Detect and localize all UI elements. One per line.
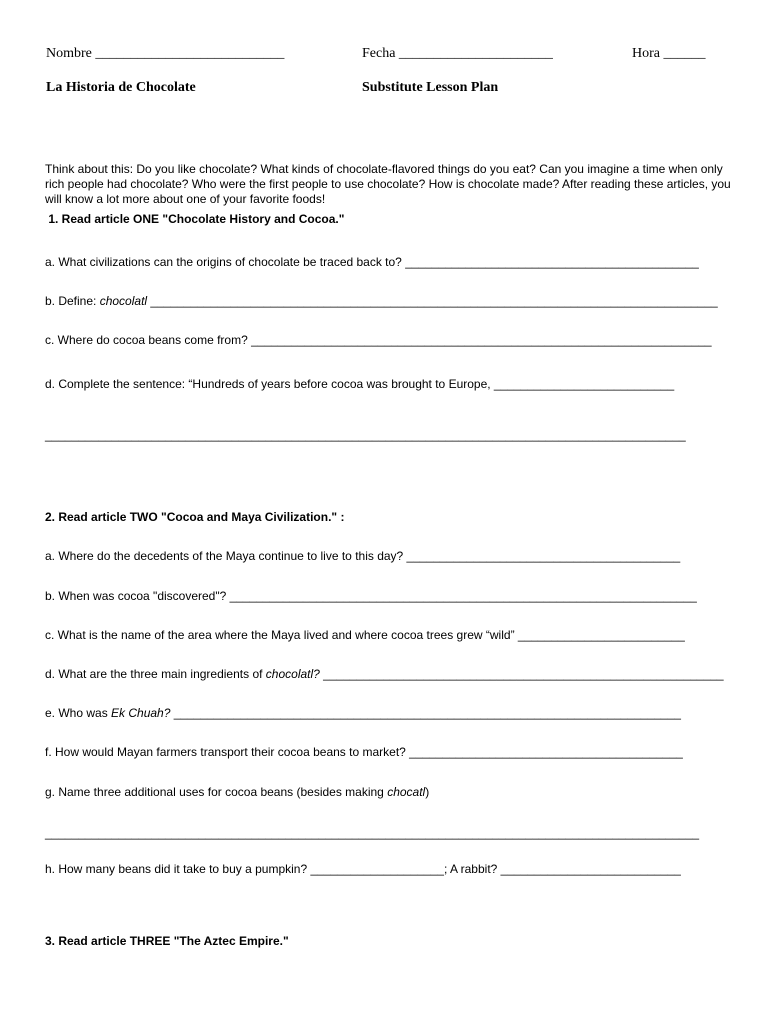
question-2h[interactable]: h. How many beans did it take to buy a pumpkin? ____________________; A rabbit? ___________________________ xyxy=(45,862,681,876)
question-2f[interactable]: f. How would Mayan farmers transport their cocoa beans to market? _________________________________________ xyxy=(45,745,683,759)
question-2g-term: chocatl xyxy=(387,785,426,799)
question-2c[interactable]: c. What is the name of the area where the Maya lived and where cocoa trees grew “wild” _________________________ xyxy=(45,628,685,642)
question-1b-term: chocolatl xyxy=(99,294,148,308)
question-1d-answer-line[interactable]: ________________________________________________________________________________________________ xyxy=(45,428,686,442)
question-2d-prefix: d. What are the three main ingredients of xyxy=(45,667,266,681)
hora-field[interactable]: Hora ______ xyxy=(632,46,706,61)
nombre-field[interactable]: Nombre ___________________________ xyxy=(46,46,285,61)
fecha-field[interactable]: Fecha ______________________ xyxy=(362,46,553,61)
intro-paragraph: Think about this: Do you like chocolate? What kinds of chocolate-flavored things do you eat? Can you imagine a time when only rich people had chocolate? Who were the first people to use chocolate? How is chocolate made? After reading these articles, you will know a lot more about one of your favorite foods! xyxy=(45,162,731,206)
question-2d-term: chocolatl? xyxy=(265,667,320,681)
section3-heading: 3. Read article THREE "The Aztec Empire." xyxy=(45,934,289,948)
section2-heading: 2. Read article TWO "Cocoa and Maya Civilization." : xyxy=(45,510,345,524)
question-2g-prefix: g. Name three additional uses for cocoa beans (besides making xyxy=(45,785,388,799)
question-2d-blank[interactable]: ____________________________________________________________ xyxy=(319,667,724,681)
question-2e-blank[interactable]: ____________________________________________________________________________ xyxy=(170,706,681,720)
document-title: La Historia de Chocolate xyxy=(46,80,196,95)
question-2d[interactable] xyxy=(45,667,724,682)
question-2a[interactable]: a. Where do the decedents of the Maya continue to live to this day? _________________________________________ xyxy=(45,549,681,563)
question-1b-blank[interactable]: _____________________________________________________________________________________ xyxy=(147,294,718,308)
question-2e-term: Ek Chuah? xyxy=(111,706,171,720)
question-1b-prefix: b. Define: xyxy=(45,294,100,308)
question-1b[interactable] xyxy=(45,294,718,309)
question-2e-prefix: e. Who was xyxy=(45,706,112,720)
question-2g-suffix: ) xyxy=(425,785,430,799)
question-2g xyxy=(45,785,429,800)
question-1d[interactable]: d. Complete the sentence: “Hundreds of years before cocoa was brought to Europe, ___________________________ xyxy=(45,377,675,391)
question-2g-answer-line[interactable]: __________________________________________________________________________________________________ xyxy=(45,826,700,840)
document-subtitle: Substitute Lesson Plan xyxy=(362,80,499,95)
question-2e[interactable] xyxy=(45,706,681,721)
question-2b[interactable]: b. When was cocoa "discovered"? ______________________________________________________________________ xyxy=(45,589,697,603)
question-1c[interactable]: c. Where do cocoa beans come from? _____________________________________________________________________ xyxy=(45,333,712,347)
section1-heading: 1. Read article ONE "Chocolate History and Cocoa." xyxy=(45,212,345,226)
question-1a[interactable]: a. What civilizations can the origins of chocolate be traced back to? ____________________________________________ xyxy=(45,255,699,269)
